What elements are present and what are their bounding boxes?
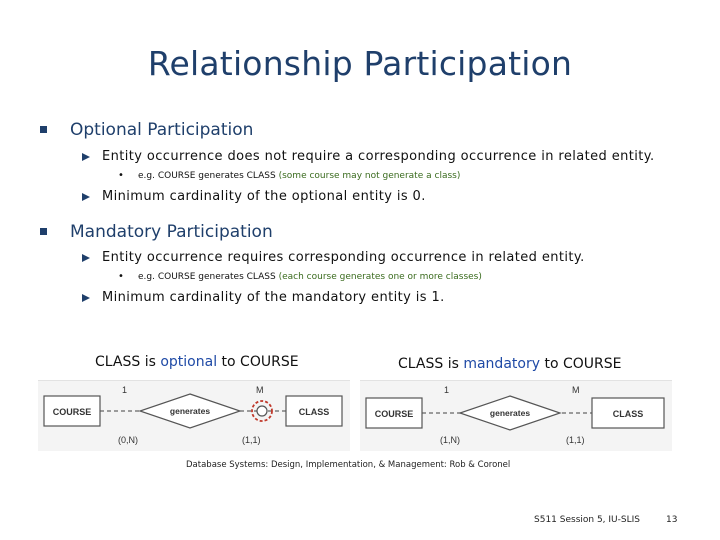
heading-mandatory: Mandatory Participation bbox=[70, 222, 273, 242]
caption-mandatory bbox=[398, 356, 621, 372]
caption-post: to COURSE bbox=[540, 356, 622, 372]
triangle-bullet-icon bbox=[82, 294, 90, 302]
square-bullet-icon bbox=[40, 126, 47, 133]
footer-course: S511 Session 5, IU-SLIS bbox=[534, 515, 640, 525]
subpoint-text: Minimum cardinality of the optional entity is 0. bbox=[102, 189, 426, 204]
cardinality-left-bottom: (1,N) bbox=[440, 435, 460, 445]
example-text: e.g. COURSE generates CLASS bbox=[138, 272, 276, 282]
er-diagram-mandatory bbox=[360, 380, 672, 451]
dot-bullet-icon: • bbox=[118, 170, 124, 181]
example-note: (each course generates one or more classes) bbox=[278, 272, 482, 282]
cardinality-left-top: 1 bbox=[122, 385, 128, 395]
slide-title: Relationship Participation bbox=[147, 44, 573, 83]
example-note: (some course may not generate a class) bbox=[278, 171, 461, 181]
caption-pre: CLASS is bbox=[398, 356, 464, 372]
entity-class-label: CLASS bbox=[612, 409, 644, 419]
triangle-bullet-icon bbox=[82, 153, 90, 161]
subpoint-text: Minimum cardinality of the mandatory entity is 1. bbox=[102, 290, 445, 305]
optional-symbol bbox=[257, 406, 267, 416]
er-diagram-optional bbox=[38, 380, 350, 451]
subpoint-text: Entity occurrence does not require a corresponding occurrence in related entity. bbox=[102, 149, 655, 164]
cardinality-right-top: M bbox=[572, 385, 580, 395]
triangle-bullet-icon bbox=[82, 254, 90, 262]
caption-pre: CLASS is bbox=[95, 354, 161, 370]
cardinality-left-bottom: (0,N) bbox=[118, 435, 138, 445]
dot-bullet-icon: • bbox=[118, 271, 124, 282]
entity-course-label: COURSE bbox=[52, 407, 92, 417]
caption-keyword: optional bbox=[160, 354, 218, 370]
cardinality-right-bottom: (1,1) bbox=[566, 435, 585, 445]
heading-optional: Optional Participation bbox=[70, 120, 254, 140]
caption-post: to COURSE bbox=[217, 354, 299, 370]
example-text: e.g. COURSE generates CLASS bbox=[138, 171, 276, 181]
cardinality-right-top: M bbox=[256, 385, 264, 395]
entity-course-label: COURSE bbox=[374, 409, 414, 419]
square-bullet-icon bbox=[40, 228, 47, 235]
entity-class-label: CLASS bbox=[298, 407, 330, 417]
subpoint-text: Entity occurrence requires corresponding occurrence in related entity. bbox=[102, 250, 585, 265]
relationship-label: generates bbox=[489, 408, 531, 418]
er-diagram-optional-svg bbox=[38, 381, 350, 451]
caption-keyword: mandatory bbox=[463, 356, 540, 372]
triangle-bullet-icon bbox=[82, 193, 90, 201]
relationship-label: generates bbox=[169, 406, 211, 416]
caption-optional bbox=[95, 354, 299, 370]
cardinality-left-top: 1 bbox=[444, 385, 450, 395]
cardinality-right-bottom: (1,1) bbox=[242, 435, 261, 445]
er-diagram-mandatory-svg bbox=[360, 381, 672, 451]
page-number: 13 bbox=[666, 515, 678, 525]
source-citation: Database Systems: Design, Implementation, & Management: Rob & Coronel bbox=[186, 460, 511, 470]
